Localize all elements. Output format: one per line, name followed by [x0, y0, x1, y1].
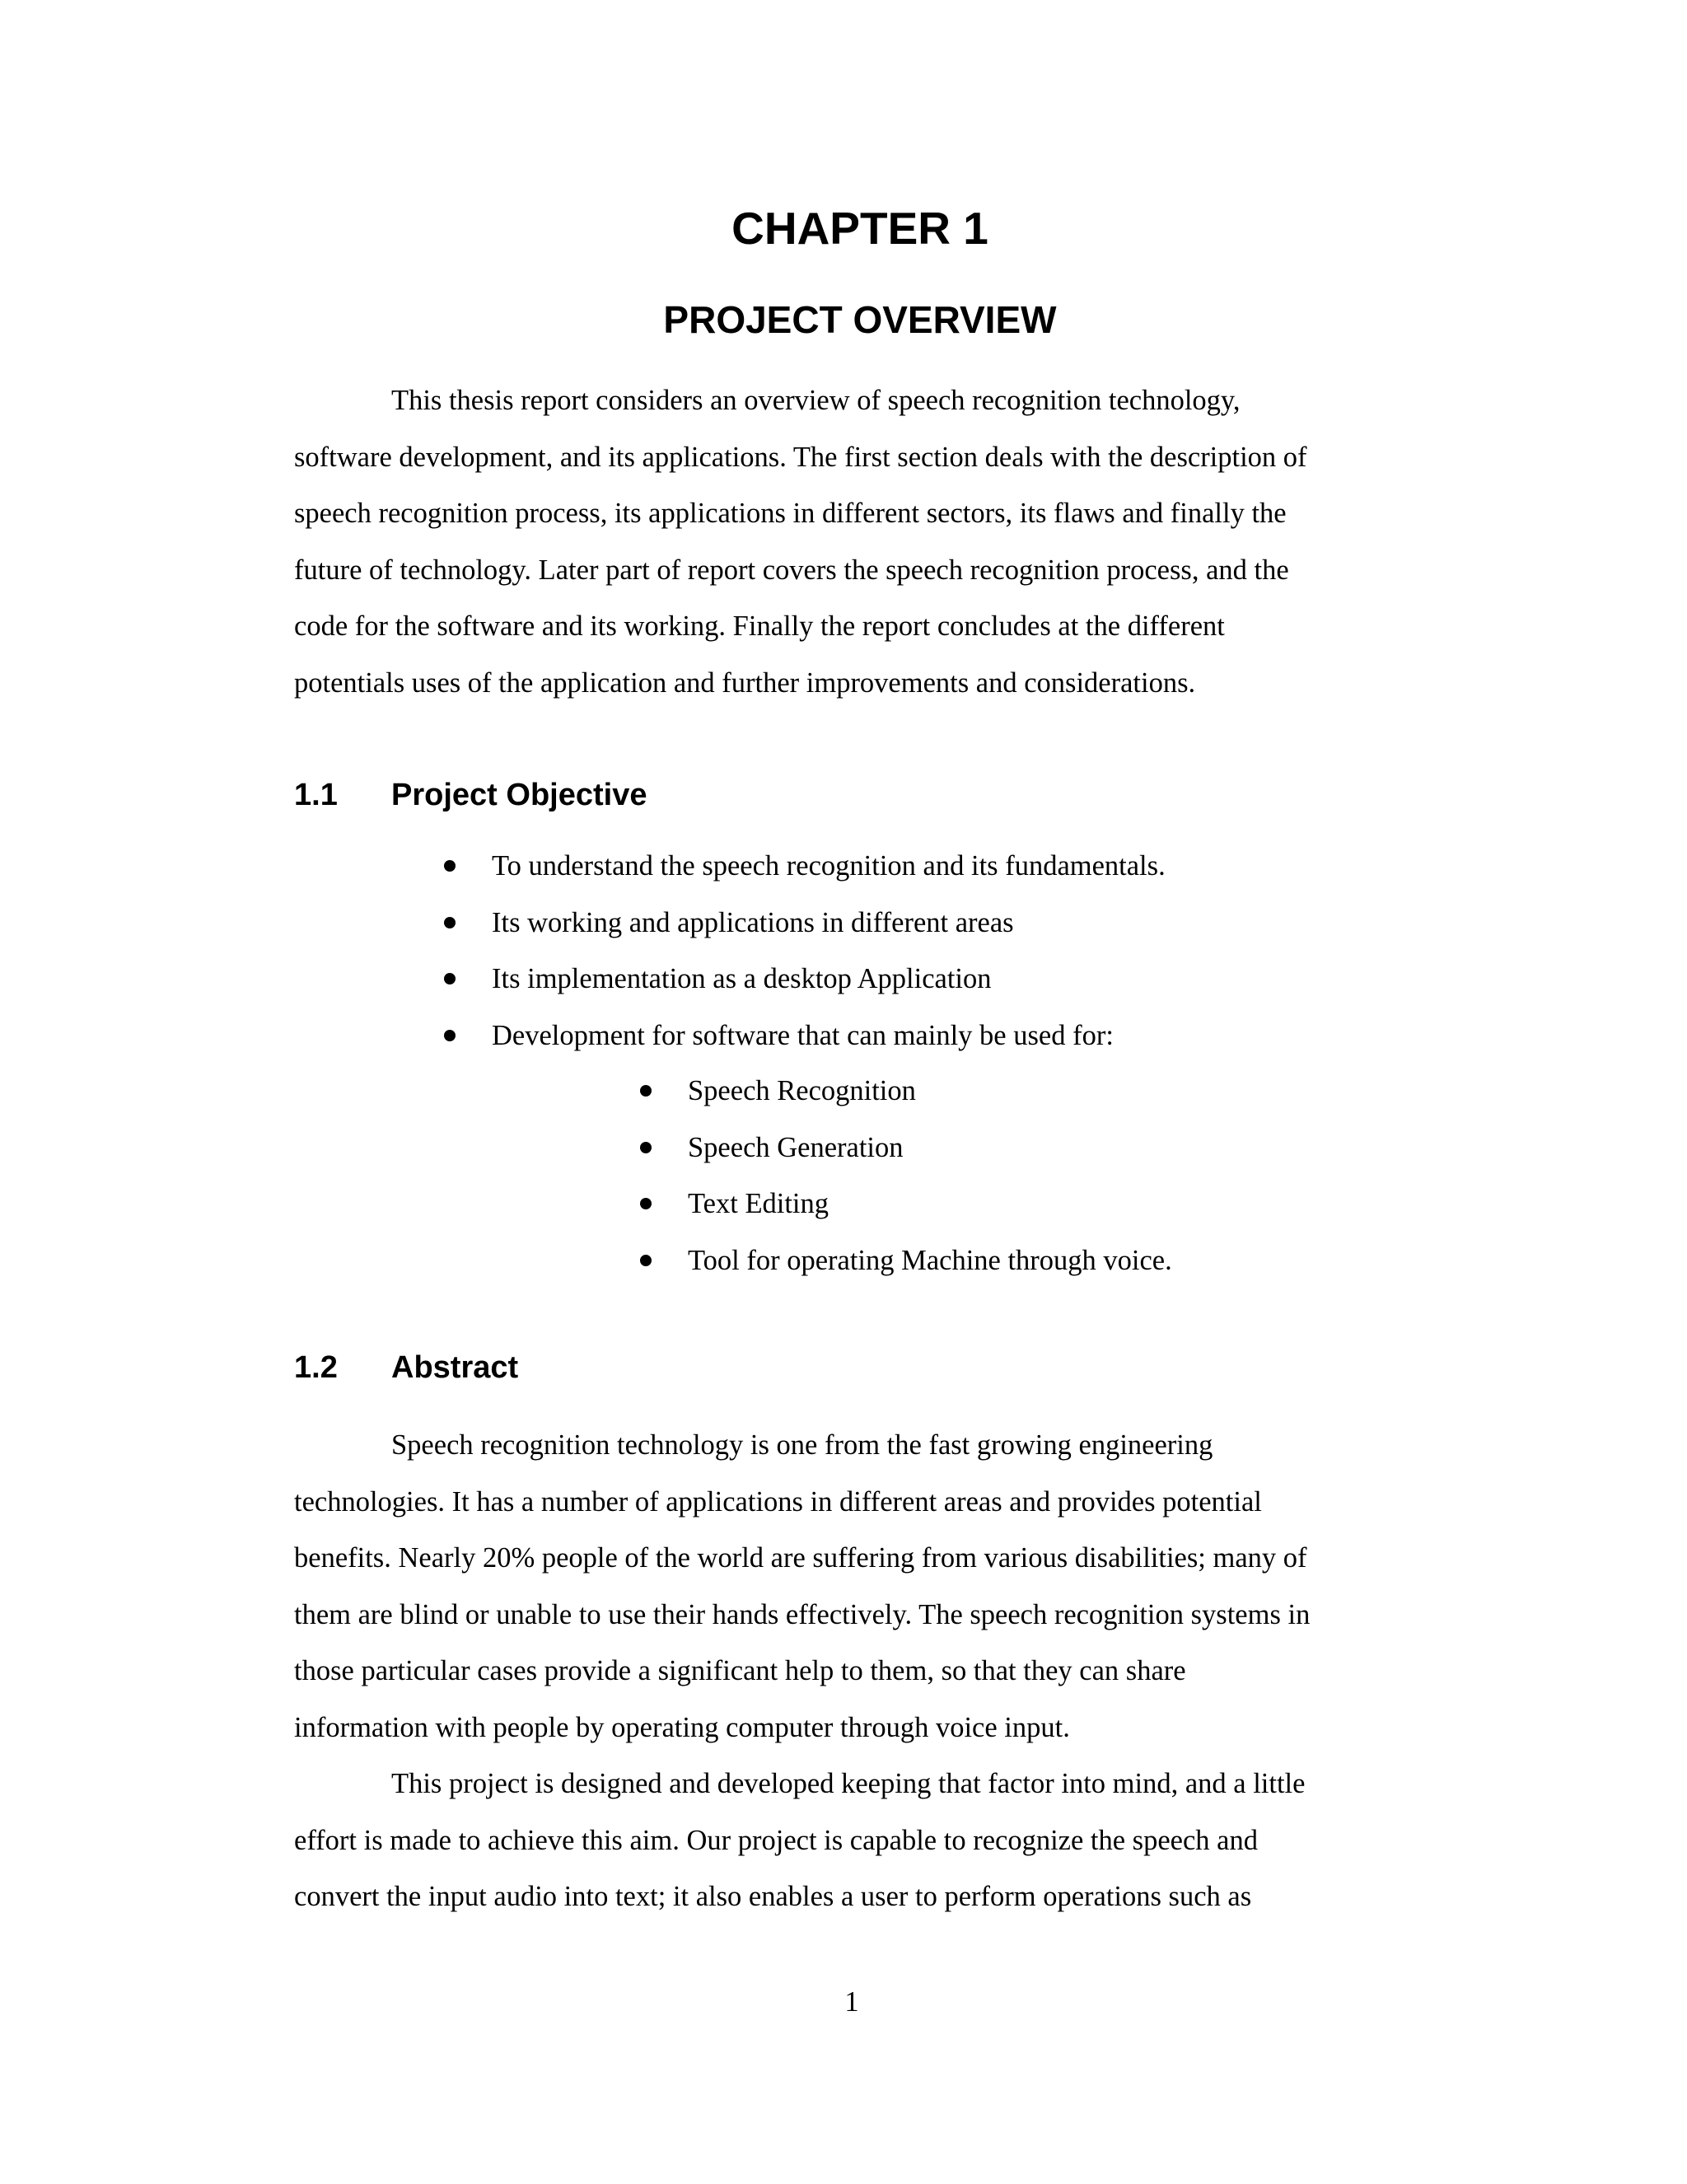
- paragraph-line: benefits. Nearly 20% people of the world are suffering from various disabilities; many of: [294, 1542, 1307, 1574]
- paragraph-line: software development, and its applications. The first section deals with the description of: [294, 441, 1307, 473]
- paragraph-line: technologies. It has a number of applications in different areas and provides potential: [294, 1485, 1262, 1518]
- objective-list: [492, 838, 1166, 1064]
- list-item-text: Its implementation as a desktop Application: [492, 963, 992, 995]
- paragraph-line: This project is designed and developed keeping that factor into mind, and a little: [391, 1768, 1306, 1799]
- paragraph-line: code for the software and its working. Finally the report concludes at the different: [294, 610, 1225, 643]
- paragraph-line: information with people by operating computer through voice input.: [294, 1711, 1070, 1743]
- list-item-text: Tool for operating Machine through voice.: [688, 1244, 1172, 1276]
- list-item-text: Its working and applications in different areas: [492, 906, 1014, 938]
- list-item-text: To understand the speech recognition and its fundamentals.: [492, 850, 1166, 882]
- bullet-icon: [444, 860, 456, 872]
- bullet-icon: [640, 1255, 652, 1266]
- list-item-text: Speech Generation: [688, 1131, 904, 1163]
- bullet-icon: [640, 1198, 652, 1209]
- list-item: [492, 838, 1166, 895]
- paragraph-line: speech recognition process, its applications in different sectors, its flaws and finally the: [294, 498, 1287, 530]
- list-item-text: Text Editing: [688, 1188, 829, 1220]
- intro-paragraph: [294, 372, 1365, 712]
- paragraph-line: Speech recognition technology is one from the fast growing engineering: [391, 1429, 1213, 1461]
- paragraph-line: future of technology. Later part of report covers the speech recognition process, and the: [294, 554, 1289, 586]
- list-item: [492, 1008, 1166, 1064]
- chapter-title: CHAPTER 1: [731, 203, 988, 254]
- list-item-text: Development for software that can mainly be used for:: [492, 1019, 1114, 1051]
- list-item: [688, 1063, 1172, 1120]
- section-number: 1.2: [294, 1350, 338, 1385]
- chapter-subtitle: PROJECT OVERVIEW: [663, 298, 1057, 341]
- paragraph-line: This thesis report considers an overview of speech recognition technology,: [391, 385, 1241, 416]
- abstract-paragraph-1: [294, 1417, 1365, 1756]
- section-heading-abstract: [294, 1347, 518, 1388]
- bullet-icon: [444, 917, 456, 928]
- section-title: Abstract: [391, 1350, 519, 1385]
- section-title: Project Objective: [391, 778, 647, 812]
- section-number: 1.1: [294, 778, 338, 812]
- paragraph-line: potentials uses of the application and further improvements and considerations.: [294, 666, 1196, 699]
- bullet-icon: [444, 973, 456, 984]
- paragraph-line: them are blind or unable to use their hands effectively. The speech recognition systems in: [294, 1598, 1311, 1630]
- software-use-list: [688, 1063, 1172, 1288]
- paragraph-line: those particular cases provide a significant help to them, so that they can share: [294, 1655, 1186, 1687]
- list-item: [688, 1232, 1172, 1289]
- bullet-icon: [640, 1085, 652, 1097]
- bullet-icon: [640, 1142, 652, 1153]
- list-item: [688, 1120, 1172, 1176]
- paragraph-line: effort is made to achieve this aim. Our project is capable to recognize the speech and: [294, 1824, 1258, 1856]
- list-item-text: Speech Recognition: [688, 1075, 916, 1106]
- paragraph-line: convert the input audio into text; it also enables a user to perform operations such as: [294, 1881, 1252, 1913]
- list-item: [688, 1176, 1172, 1232]
- bullet-icon: [444, 1030, 456, 1041]
- page-number: 1: [844, 1986, 859, 2018]
- list-item: [492, 951, 1166, 1008]
- abstract-paragraph-2: [294, 1756, 1365, 1925]
- section-heading-objective: [294, 774, 647, 816]
- list-item: [492, 895, 1166, 952]
